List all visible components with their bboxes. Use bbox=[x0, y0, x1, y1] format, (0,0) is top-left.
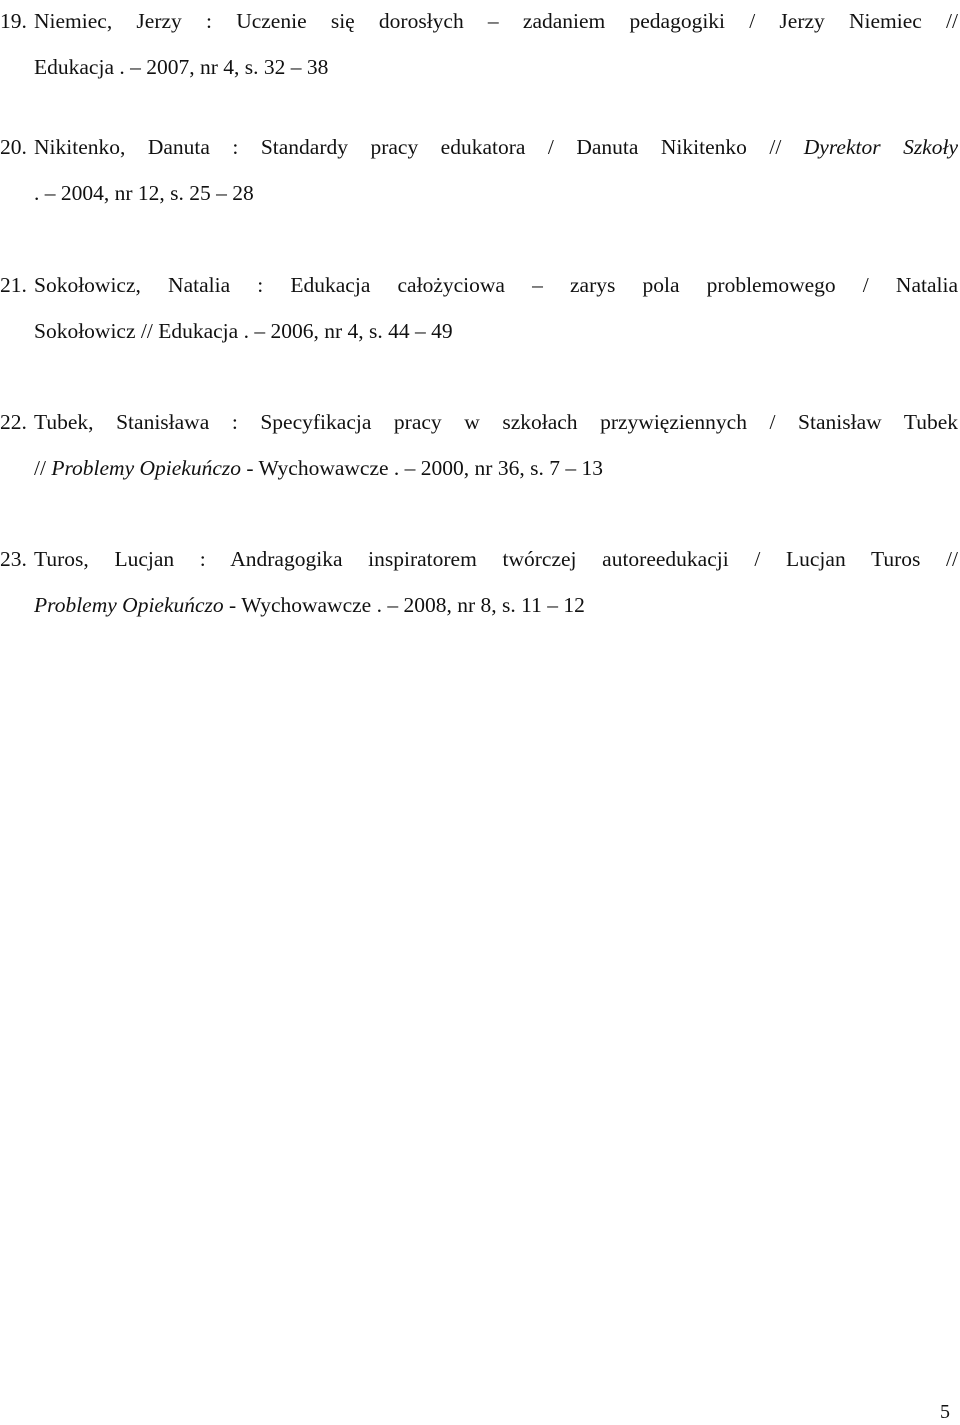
entry-22-text-line-2: - Wychowawcze . – 2000, nr 36, s. 7 – 13 bbox=[241, 456, 603, 480]
bibliography-entry-22 bbox=[0, 399, 958, 491]
entry-22-number: 22. bbox=[0, 410, 27, 434]
entry-23-journal-title: Problemy Opiekuńczo bbox=[34, 593, 224, 617]
entry-22-text-prefix: // bbox=[34, 456, 52, 480]
entry-19-line-2 bbox=[0, 44, 958, 90]
entry-21-text-line-1: Sokołowicz, Natalia : Edukacja całożyciowa – zarys pola problemowego / Natalia bbox=[34, 273, 958, 297]
entry-23-line-1 bbox=[0, 536, 958, 582]
entry-20-text-line-1: Nikitenko, Danuta : Standardy pracy edukatora / Danuta Nikitenko // bbox=[34, 135, 804, 159]
entry-21-number: 21. bbox=[0, 273, 27, 297]
bibliography-entry-23 bbox=[0, 536, 958, 628]
entry-22-text-line-1: Tubek, Stanisława : Specyfikacja pracy w szkołach przywięziennych / Stanisław Tubek bbox=[34, 410, 958, 434]
entry-21-line-2 bbox=[0, 308, 958, 354]
entry-20-line-2 bbox=[0, 170, 958, 216]
entry-22-line-2 bbox=[0, 445, 958, 491]
bibliography-entry-20 bbox=[0, 124, 958, 216]
entry-23-text-line-1: Turos, Lucjan : Andragogika inspiratorem twórczej autoreedukacji / Lucjan Turos // bbox=[34, 547, 958, 571]
entry-20-line-1 bbox=[0, 124, 958, 170]
entry-21-text-line-2: Sokołowicz // Edukacja . – 2006, nr 4, s. 44 – 49 bbox=[34, 319, 453, 343]
entry-23-number: 23. bbox=[0, 547, 27, 571]
entry-22-line-1 bbox=[0, 399, 958, 445]
entry-20-number: 20. bbox=[0, 135, 27, 159]
page-number: 5 bbox=[940, 1401, 950, 1423]
entry-23-line-2 bbox=[0, 582, 958, 628]
bibliography-entry-21 bbox=[0, 262, 958, 354]
entry-20-journal-title: Dyrektor Szkoły bbox=[803, 135, 958, 159]
entry-23-text-line-2: - Wychowawcze . – 2008, nr 8, s. 11 – 12 bbox=[223, 593, 585, 617]
entry-22-journal-title: Problemy Opiekuńczo bbox=[51, 456, 241, 480]
entry-19-line-1 bbox=[0, 0, 958, 44]
entry-20-text-line-2: . – 2004, nr 12, s. 25 – 28 bbox=[34, 181, 254, 205]
entry-19-text-line-1: Niemiec, Jerzy : Uczenie się dorosłych – zadaniem pedagogiki / Jerzy Niemiec // bbox=[34, 9, 958, 33]
bibliography-entry-19 bbox=[0, 0, 958, 90]
entry-19-number: 19. bbox=[0, 9, 27, 33]
entry-19-text-line-2: Edukacja . – 2007, nr 4, s. 32 – 38 bbox=[34, 55, 329, 79]
entry-21-line-1 bbox=[0, 262, 958, 308]
